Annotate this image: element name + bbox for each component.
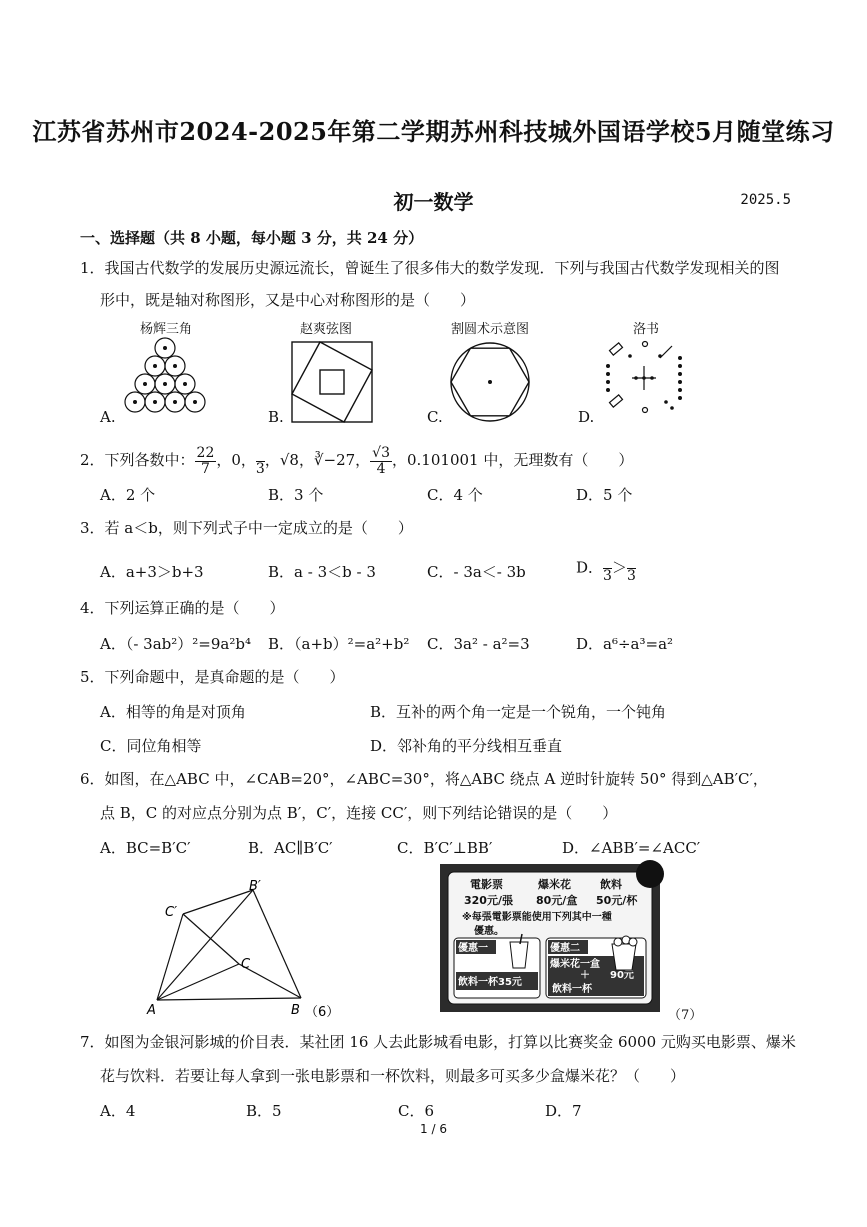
zhaoshuang-diagram-figure (290, 340, 374, 424)
q4-option-b: B．（a+b）²=a²+b² (268, 635, 410, 653)
q5-option-c: C．同位角相等 (100, 737, 202, 755)
fraction-denominator: 3 (626, 568, 636, 584)
q1-option-a-letter: A. (100, 408, 116, 426)
q2-option-d: D．5 个 (576, 486, 633, 504)
poster-note-line1: ※每張電影票能使用下列其中一種 (462, 912, 612, 923)
q6-option-d: D．∠ABB′=∠ACC′ (562, 839, 701, 857)
cinema-price-poster (440, 864, 665, 1012)
q1-caption-d: 洛书 (632, 322, 659, 337)
yanghui-triangle-figure (120, 336, 210, 420)
figure-6-caption: （6） (305, 1005, 340, 1020)
poster-ticket-price: 320元/張 (464, 894, 513, 907)
poster-offer2-line4: 飲料一杯 (552, 984, 592, 995)
fraction-denominator: 7 (201, 460, 210, 477)
q6-stem-line2: 点 B，C 的对应点分别为点 B′，C′，连接 CC′，则下列结论错误的是（ ） (100, 804, 618, 822)
fraction-denominator: 3 (603, 568, 612, 584)
point-a-label: A (147, 1003, 156, 1018)
q6-option-a: A．BC=B′C′ (100, 839, 191, 857)
q3-option-d (576, 553, 636, 584)
point-b-prime-label: B′ (249, 879, 261, 894)
poster-offer2-line1: 爆米花一盒 (550, 959, 600, 970)
q7-option-d: D．7 (545, 1102, 582, 1120)
poster-popcorn-price: 80元/盒 (536, 894, 578, 907)
poster-offer2-plus: ＋ (580, 970, 590, 981)
q3-option-a: A．a+3＞b+3 (100, 563, 204, 581)
point-c-label: C (241, 957, 251, 972)
q7-option-b: B．5 (246, 1102, 282, 1120)
q4-stem: 4．下列运算正确的是（ ） (80, 599, 285, 617)
q1-option-c-letter: C. (427, 408, 443, 426)
q2-mid1: ，0， (216, 451, 256, 469)
poster-ticket-header: 電影票 (470, 878, 503, 891)
page-number: 1 / 6 (420, 1122, 447, 1136)
q3-option-d-symbol: ＞ (611, 558, 627, 577)
q7-option-a: A．4 (100, 1102, 136, 1120)
poster-offer1-text: 飲料一杯35元 (458, 977, 522, 988)
poster-popcorn-header: 爆米花 (538, 878, 571, 891)
q3-stem: 3．若 a＜b，则下列式子中一定成立的是（ ） (80, 519, 413, 537)
point-b-label: B (291, 1003, 300, 1018)
q5-stem: 5．下列命题中，是真命题的是（ ） (80, 668, 345, 686)
fraction-denominator: 3 (255, 460, 265, 477)
q2-option-a: A．2 个 (100, 486, 156, 504)
q2-prefix: 2．下列各数中： (80, 451, 195, 469)
q3-option-d-label: D． (576, 558, 604, 577)
section-heading: 一、选择题（共 8 小题，每小题 3 分，共 24 分） (80, 229, 424, 247)
q1-stem-line2: 形中，既是轴对称图形，又是中心对称图形的是（ ） (100, 291, 476, 309)
q6-stem-line1: 6．如图，在△ABC 中，∠CAB=20°，∠ABC=30°，将△ABC 绕点 A 逆时针旋转 50° 得到△AB′C′， (80, 770, 768, 788)
q3-option-c: C．- 3a＜- 3b (427, 563, 526, 581)
q1-caption-a: 杨辉三角 (139, 322, 192, 337)
rotation-triangle-figure (145, 878, 340, 1020)
fraction-22-7 (195, 446, 217, 477)
q4-option-a: A．（- 3ab²）²=9a²b⁴ (100, 635, 251, 653)
fraction-denominator: 4 (376, 460, 386, 477)
q1-caption-c: 割圆术示意图 (450, 322, 529, 337)
q3-option-b: B．a - 3＜b - 3 (268, 563, 376, 581)
q6-option-b: B．AC∥B′C′ (248, 839, 333, 857)
fraction-pi-3 (256, 446, 265, 477)
q7-stem-line2: 花与饮料．若要让每人拿到一张电影票和一杯饮料，则最多可买多少盒爆米花？（ ） (100, 1067, 686, 1085)
q7-option-c: C．6 (398, 1102, 435, 1120)
point-c-prime-label: C′ (165, 905, 178, 920)
fraction-numerator: √3 (372, 444, 390, 461)
poster-offer2-title: 優惠二 (550, 943, 580, 954)
circle-cutting-figure (448, 340, 532, 424)
q7-stem-line1: 7．如图为金银河影城的价目表．某社团 16 人去此影城看电影，打算以比赛奖金 6000 元购买电影票、爆米 (80, 1033, 796, 1051)
q5-option-d: D．邻补角的平分线相互垂直 (370, 737, 563, 755)
q1-option-b-letter: B. (268, 408, 284, 426)
poster-drink-header: 飲料 (600, 878, 622, 891)
q2-stem (80, 442, 633, 478)
fraction-a-3 (603, 553, 612, 584)
q2-option-b: B．3 个 (268, 486, 324, 504)
fraction-sqrt3-4 (370, 446, 392, 477)
subject-title: 初一数学 (393, 190, 474, 214)
q2-option-c: C．4 个 (427, 486, 483, 504)
poster-note-line2: 優惠。 (474, 926, 504, 937)
exam-date: 2025.5 (740, 192, 791, 208)
fraction-numerator: 22 (196, 444, 215, 461)
q6-option-c: C．B′C′⊥BB′ (397, 839, 493, 857)
q5-option-a: A．相等的角是对顶角 (100, 703, 246, 721)
q5-option-b: B．互补的两个角一定是一个锐角，一个钝角 (370, 703, 667, 721)
fraction-b-3 (627, 553, 636, 584)
q2-suffix: ，0.101001 中，无理数有（ ） (392, 451, 634, 469)
q4-option-c: C．3a² - a²=3 (427, 635, 530, 653)
q1-stem-line1: 1．我国古代数学的发展历史源远流长，曾诞生了很多伟大的数学发现．下列与我国古代数学发现相关的图 (80, 259, 780, 277)
q1-caption-b: 赵爽弦图 (299, 322, 352, 337)
poster-offer2-price: 90元 (610, 970, 634, 981)
q2-mid2: ，√8，∛−27， (264, 451, 371, 469)
figure-7-caption: （7） (668, 1008, 703, 1023)
popcorn-box-icon (612, 936, 637, 970)
poster-offer1-title: 優惠一 (458, 943, 488, 954)
poster-drink-price: 50元/杯 (596, 894, 638, 907)
q1-option-d-letter: D. (578, 408, 595, 426)
luoshu-figure (600, 336, 690, 420)
q4-option-d: D．a⁶÷a³=a² (576, 635, 674, 653)
page-title: 江苏省苏州市2024-2025年第二学期苏州科技城外国语学校5月随堂练习 (32, 117, 835, 146)
